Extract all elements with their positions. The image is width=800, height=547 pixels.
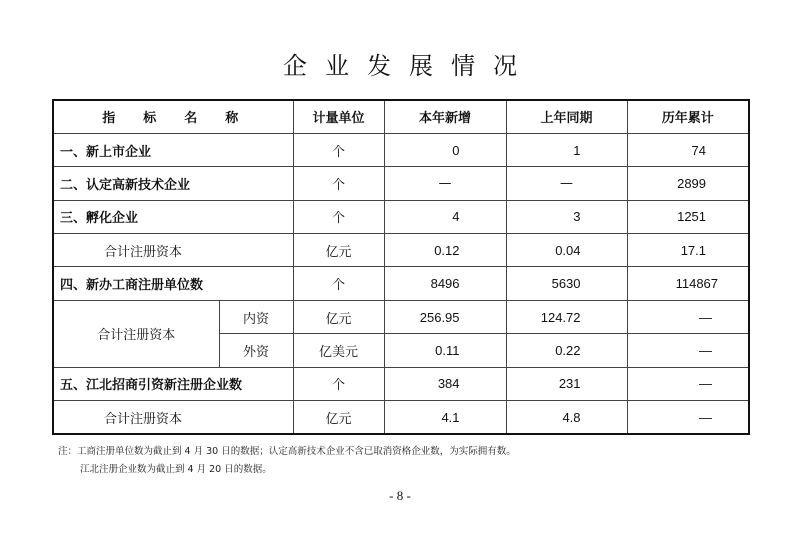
row-label: 五、江北招商引资新注册企业数: [53, 367, 293, 400]
row-label: 二、认定高新技术企业: [53, 167, 293, 200]
row-unit: 亿美元: [293, 334, 384, 367]
row-unit: 个: [293, 167, 384, 200]
row-last-year: 4.8: [506, 401, 627, 434]
row-last-year: 231: [506, 367, 627, 400]
row-unit: 个: [293, 367, 384, 400]
row-this-year: 384: [384, 367, 506, 400]
row-label: 合计注册资本: [53, 234, 293, 267]
row-last-year: 124.72: [506, 300, 627, 333]
row-this-year: 0.12: [384, 234, 506, 267]
row-unit: 个: [293, 133, 384, 166]
row-label: 合计注册资本: [53, 401, 293, 434]
page-number: - 8 -: [389, 488, 411, 503]
table-row: [53, 367, 749, 400]
row-cumulative: —: [627, 300, 749, 333]
footnote-2: 江北注册企业数为截止到 4 月 20 日的数据。: [80, 464, 272, 475]
table-row: [53, 200, 749, 233]
row-this-year: 0.11: [384, 334, 506, 367]
header-cumulative: 历年累计: [627, 100, 749, 133]
row-label: 三、孵化企业: [53, 200, 293, 233]
row-sub-label: 内资: [219, 300, 293, 333]
row-unit: 个: [293, 200, 384, 233]
table-row: [53, 267, 749, 300]
row-unit: 亿元: [293, 401, 384, 434]
row-this-year: 0: [384, 133, 506, 166]
enterprise-development-table: [52, 99, 750, 435]
row-cumulative: 74: [627, 133, 749, 166]
row-cumulative: —: [627, 334, 749, 367]
table-row: [53, 167, 749, 200]
row-last-year: —: [506, 167, 627, 200]
table-row: [53, 300, 749, 333]
row-last-year: 1: [506, 133, 627, 166]
row-last-year: 0.04: [506, 234, 627, 267]
row-last-year: 0.22: [506, 334, 627, 367]
row-label: 四、新办工商注册单位数: [53, 267, 293, 300]
row-unit: 亿元: [293, 300, 384, 333]
header-indicator-name: 指标名称: [53, 100, 293, 133]
table-row: [53, 133, 749, 166]
row-label: 一、新上市企业: [53, 133, 293, 166]
row-cumulative: —: [627, 401, 749, 434]
header-this-year: 本年新增: [384, 100, 506, 133]
row-this-year: 8496: [384, 267, 506, 300]
row-this-year: 256.95: [384, 300, 506, 333]
table-row: [53, 234, 749, 267]
row-last-year: 5630: [506, 267, 627, 300]
table-header-row: [53, 100, 749, 133]
row-cumulative: 1251: [627, 200, 749, 233]
row-sub-label: 外资: [219, 334, 293, 367]
row-label: 合计注册资本: [53, 300, 219, 367]
row-this-year: —: [384, 167, 506, 200]
row-unit: 个: [293, 267, 384, 300]
header-last-year: 上年同期: [506, 100, 627, 133]
table-row: [53, 401, 749, 434]
page-title: 企业发展情况: [283, 52, 535, 80]
row-cumulative: 114867: [627, 267, 749, 300]
row-cumulative: 2899: [627, 167, 749, 200]
row-this-year: 4.1: [384, 401, 506, 434]
footnote-1: 注：工商注册单位数为截止到 4 月 30 日的数据；认定高新技术企业不含已取消资格企业数，为实际拥有数。: [58, 446, 516, 457]
row-unit: 亿元: [293, 234, 384, 267]
row-this-year: 4: [384, 200, 506, 233]
row-cumulative: —: [627, 367, 749, 400]
header-unit: 计量单位: [293, 100, 384, 133]
row-last-year: 3: [506, 200, 627, 233]
row-cumulative: 17.1: [627, 234, 749, 267]
